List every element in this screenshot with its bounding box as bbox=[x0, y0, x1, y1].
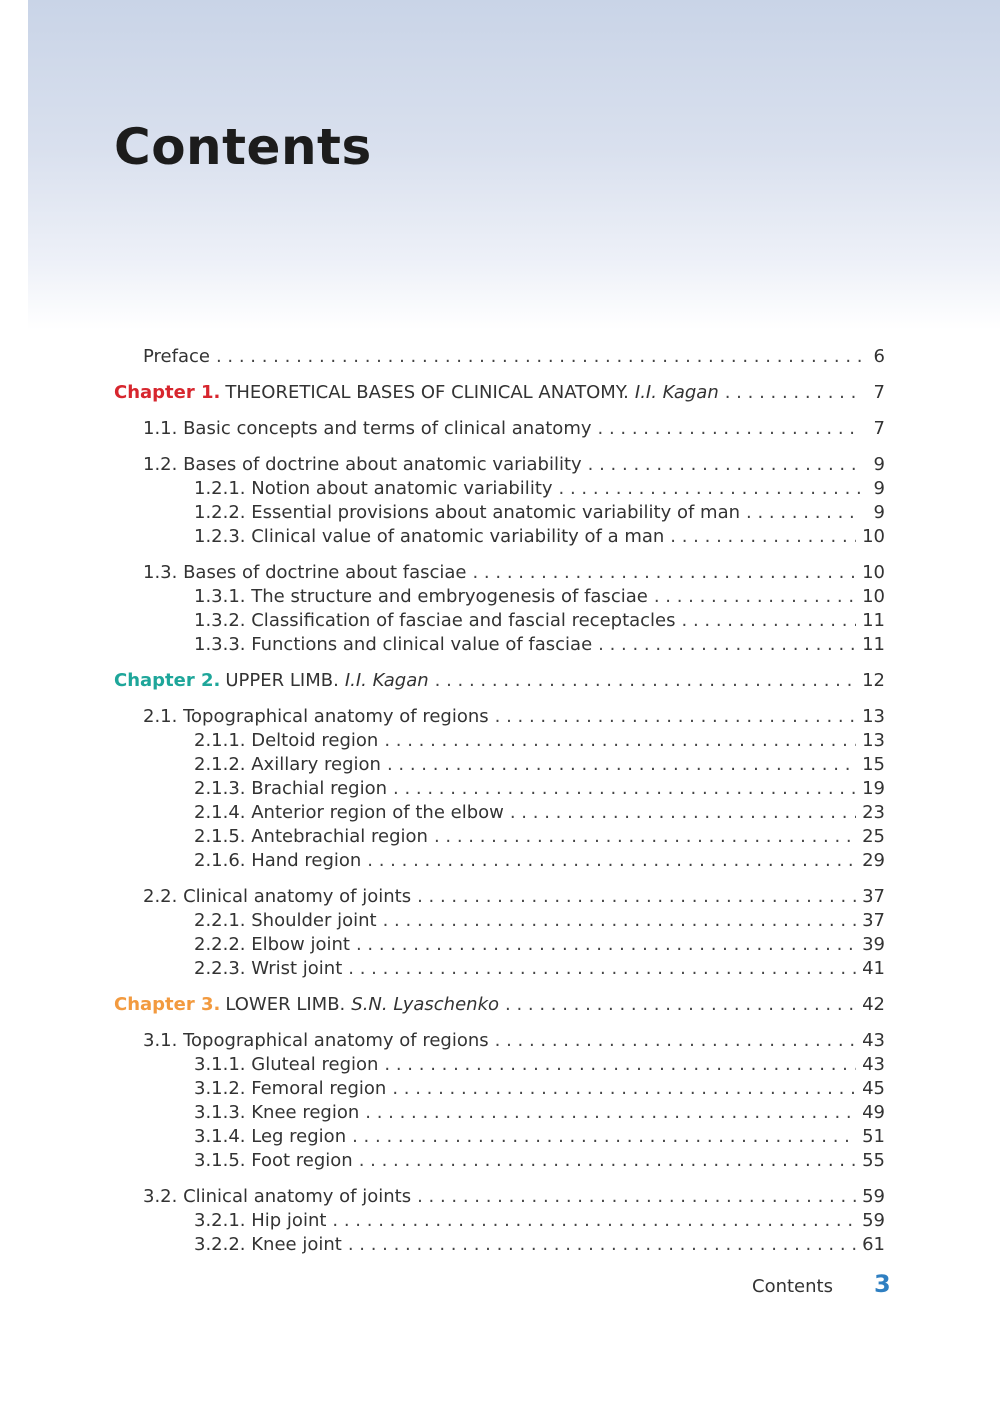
toc-page-number: 10 bbox=[862, 562, 885, 583]
toc-entry-label: 3.1.5. Foot region bbox=[194, 1150, 353, 1171]
toc-entry-label: 1.2. Bases of doctrine about anatomic variability bbox=[143, 454, 582, 475]
toc-entry-label: 3.1. Topographical anatomy of regions bbox=[143, 1030, 489, 1051]
spacer bbox=[0, 405, 1000, 417]
toc-page-number: 39 bbox=[862, 934, 885, 955]
toc-subsection[interactable] bbox=[194, 477, 885, 501]
leader-dots bbox=[348, 1233, 856, 1257]
toc-subsection[interactable] bbox=[194, 909, 885, 933]
leader-dots bbox=[495, 1029, 856, 1053]
toc-page-number: 49 bbox=[862, 1102, 885, 1123]
toc-entry-label: 1.3.2. Classification of fasciae and fascial receptacles bbox=[194, 610, 676, 631]
leader-dots bbox=[598, 633, 856, 657]
leader-dots bbox=[352, 1125, 856, 1149]
spacer bbox=[0, 981, 1000, 993]
toc-page-number: 23 bbox=[862, 802, 885, 823]
toc-entry-label: 3.1.2. Femoral region bbox=[194, 1078, 387, 1099]
toc-section[interactable] bbox=[143, 453, 885, 477]
toc-section[interactable] bbox=[143, 417, 885, 441]
toc-entry-label: 1.2.2. Essential provisions about anatomic variability of man bbox=[194, 502, 741, 523]
toc-entry-label: 3.1.4. Leg region bbox=[194, 1126, 347, 1147]
chapter-number: Chapter 2. bbox=[114, 670, 221, 691]
table-of-contents bbox=[0, 345, 1000, 1257]
toc-page-number: 9 bbox=[873, 454, 885, 475]
leader-dots bbox=[682, 609, 857, 633]
toc-page-number: 11 bbox=[862, 610, 885, 631]
leader-dots bbox=[383, 909, 856, 933]
toc-entry-label: 3.2. Clinical anatomy of joints bbox=[143, 1186, 412, 1207]
toc-entry-label: 2.1.1. Deltoid region bbox=[194, 730, 379, 751]
spacer bbox=[0, 873, 1000, 885]
toc-section[interactable] bbox=[143, 561, 885, 585]
leader-dots bbox=[417, 1185, 856, 1209]
toc-chapter-1[interactable] bbox=[114, 381, 885, 405]
toc-subsection[interactable] bbox=[194, 957, 885, 981]
spacer bbox=[0, 657, 1000, 669]
leader-dots bbox=[393, 777, 856, 801]
chapter-author: I.I. Kagan bbox=[344, 670, 429, 691]
toc-page-number: 45 bbox=[862, 1078, 885, 1099]
toc-entry-label: 2.2.1. Shoulder joint bbox=[194, 910, 377, 931]
toc-subsection[interactable] bbox=[194, 729, 885, 753]
leader-dots bbox=[359, 1149, 856, 1173]
toc-page-number: 41 bbox=[862, 958, 885, 979]
toc-subsection[interactable] bbox=[194, 1125, 885, 1149]
leader-dots bbox=[746, 501, 861, 525]
toc-entry-label: 1.3. Bases of doctrine about fasciae bbox=[143, 562, 467, 583]
chapter-heading bbox=[114, 669, 429, 693]
toc-section[interactable] bbox=[143, 1029, 885, 1053]
spacer bbox=[0, 1173, 1000, 1185]
toc-entry-label: 1.1. Basic concepts and terms of clinical anatomy bbox=[143, 418, 592, 439]
toc-subsection[interactable] bbox=[194, 1209, 885, 1233]
chapter-heading bbox=[114, 381, 719, 405]
spacer bbox=[0, 441, 1000, 453]
toc-subsection[interactable] bbox=[194, 753, 885, 777]
toc-subsection[interactable] bbox=[194, 609, 885, 633]
toc-section[interactable] bbox=[143, 705, 885, 729]
toc-subsection[interactable] bbox=[194, 825, 885, 849]
toc-subsection[interactable] bbox=[194, 777, 885, 801]
toc-page-number: 43 bbox=[862, 1030, 885, 1051]
toc-entry-label: 2.1.2. Axillary region bbox=[194, 754, 381, 775]
toc-page-number: 61 bbox=[862, 1234, 885, 1255]
leader-dots bbox=[434, 825, 856, 849]
toc-page-number: 13 bbox=[862, 730, 885, 751]
leader-dots bbox=[367, 849, 856, 873]
toc-entry-label: 2.2.3. Wrist joint bbox=[194, 958, 343, 979]
leader-dots bbox=[216, 345, 861, 369]
toc-section[interactable] bbox=[143, 885, 885, 909]
toc-entry-label: 3.2.2. Knee joint bbox=[194, 1234, 342, 1255]
spacer bbox=[0, 549, 1000, 561]
toc-page-number: 7 bbox=[873, 418, 885, 439]
toc-entry-label: 3.2.1. Hip joint bbox=[194, 1210, 327, 1231]
leader-dots bbox=[392, 1077, 856, 1101]
toc-subsection[interactable] bbox=[194, 1077, 885, 1101]
toc-chapter-3[interactable] bbox=[114, 993, 885, 1017]
toc-page-number: 10 bbox=[862, 526, 885, 547]
leader-dots bbox=[495, 705, 856, 729]
leader-dots bbox=[588, 453, 861, 477]
footer-running-head: Contents bbox=[752, 1276, 833, 1297]
page-title: Contents bbox=[114, 118, 372, 176]
leader-dots bbox=[365, 1101, 856, 1125]
toc-entry-label: 1.2.1. Notion about anatomic variability bbox=[194, 478, 553, 499]
toc-subsection[interactable] bbox=[194, 501, 885, 525]
spacer bbox=[0, 369, 1000, 381]
leader-dots bbox=[332, 1209, 856, 1233]
spacer bbox=[0, 1017, 1000, 1029]
toc-subsection[interactable] bbox=[194, 801, 885, 825]
leader-dots bbox=[356, 933, 856, 957]
toc-entry-label: 2.1.6. Hand region bbox=[194, 850, 362, 871]
toc-subsection[interactable] bbox=[194, 1149, 885, 1173]
toc-subsection[interactable] bbox=[194, 849, 885, 873]
toc-page-number: 12 bbox=[862, 670, 885, 691]
leader-dots bbox=[435, 669, 856, 693]
toc-page-number: 43 bbox=[862, 1054, 885, 1075]
leader-dots bbox=[387, 753, 856, 777]
toc-entry-label: 2.1.4. Anterior region of the elbow bbox=[194, 802, 504, 823]
chapter-author: I.I. Kagan bbox=[634, 382, 719, 403]
leader-dots bbox=[384, 1053, 856, 1077]
toc-subsection[interactable] bbox=[194, 633, 885, 657]
toc-entry-label: 2.1.5. Antebrachial region bbox=[194, 826, 428, 847]
footer-page-number: 3 bbox=[874, 1270, 891, 1298]
toc-subsection[interactable] bbox=[194, 933, 885, 957]
chapter-heading bbox=[114, 993, 499, 1017]
toc-page-number: 10 bbox=[862, 586, 885, 607]
toc-page-number: 19 bbox=[862, 778, 885, 799]
toc-page-number: 9 bbox=[873, 502, 885, 523]
toc-page-number: 37 bbox=[862, 910, 885, 931]
toc-entry-label: 2.1.3. Brachial region bbox=[194, 778, 388, 799]
toc-subsection[interactable] bbox=[194, 585, 885, 609]
toc-subsection[interactable] bbox=[194, 525, 885, 549]
leader-dots bbox=[505, 993, 856, 1017]
toc-page-number: 29 bbox=[862, 850, 885, 871]
leader-dots bbox=[670, 525, 856, 549]
leader-dots bbox=[725, 381, 861, 405]
toc-subsection[interactable] bbox=[194, 1101, 885, 1125]
toc-entry-label: 2.1. Topographical anatomy of regions bbox=[143, 706, 489, 727]
leader-dots bbox=[654, 585, 856, 609]
toc-page-number: 25 bbox=[862, 826, 885, 847]
chapter-title: UPPER LIMB. bbox=[225, 670, 339, 691]
toc-subsection[interactable] bbox=[194, 1053, 885, 1077]
chapter-title: THEORETICAL BASES OF CLINICAL ANATOMY. bbox=[225, 382, 629, 403]
leader-dots bbox=[472, 561, 856, 585]
toc-section[interactable] bbox=[143, 1185, 885, 1209]
toc-entry-label: 3.1.3. Knee region bbox=[194, 1102, 360, 1123]
toc-page-number: 51 bbox=[862, 1126, 885, 1147]
chapter-number: Chapter 1. bbox=[114, 382, 221, 403]
spacer bbox=[0, 693, 1000, 705]
toc-entry-label: 2.2. Clinical anatomy of joints bbox=[143, 886, 412, 907]
toc-page-number: 15 bbox=[862, 754, 885, 775]
toc-page-number: 13 bbox=[862, 706, 885, 727]
toc-entry-label: Preface bbox=[143, 346, 210, 367]
toc-page-number: 6 bbox=[873, 346, 885, 367]
toc-chapter-2[interactable] bbox=[114, 669, 885, 693]
leader-dots bbox=[384, 729, 856, 753]
toc-entry-label: 1.2.3. Clinical value of anatomic variability of a man bbox=[194, 526, 665, 547]
chapter-title: LOWER LIMB. bbox=[225, 994, 346, 1015]
leader-dots bbox=[417, 885, 856, 909]
leader-dots bbox=[510, 801, 856, 825]
toc-page-number: 55 bbox=[862, 1150, 885, 1171]
toc-entry-label: 1.3.3. Functions and clinical value of fasciae bbox=[194, 634, 593, 655]
toc-page-number: 11 bbox=[862, 634, 885, 655]
toc-page-number: 59 bbox=[862, 1210, 885, 1231]
chapter-number: Chapter 3. bbox=[114, 994, 221, 1015]
toc-page-number: 59 bbox=[862, 1186, 885, 1207]
toc-page-number: 37 bbox=[862, 886, 885, 907]
toc-page-number: 9 bbox=[873, 478, 885, 499]
toc-entry-label: 2.2.2. Elbow joint bbox=[194, 934, 350, 955]
toc-entry-label: 1.3.1. The structure and embryogenesis of fasciae bbox=[194, 586, 648, 607]
toc-page-number: 42 bbox=[862, 994, 885, 1015]
toc-entry-label: 3.1.1. Gluteal region bbox=[194, 1054, 379, 1075]
leader-dots bbox=[598, 417, 861, 441]
leader-dots bbox=[559, 477, 861, 501]
chapters-list bbox=[0, 369, 1000, 1257]
leader-dots bbox=[348, 957, 856, 981]
toc-entry-preface[interactable] bbox=[143, 345, 885, 369]
toc-page-number: 7 bbox=[873, 382, 885, 403]
toc-subsection[interactable] bbox=[194, 1233, 885, 1257]
chapter-author: S.N. Lyaschenko bbox=[351, 994, 500, 1015]
